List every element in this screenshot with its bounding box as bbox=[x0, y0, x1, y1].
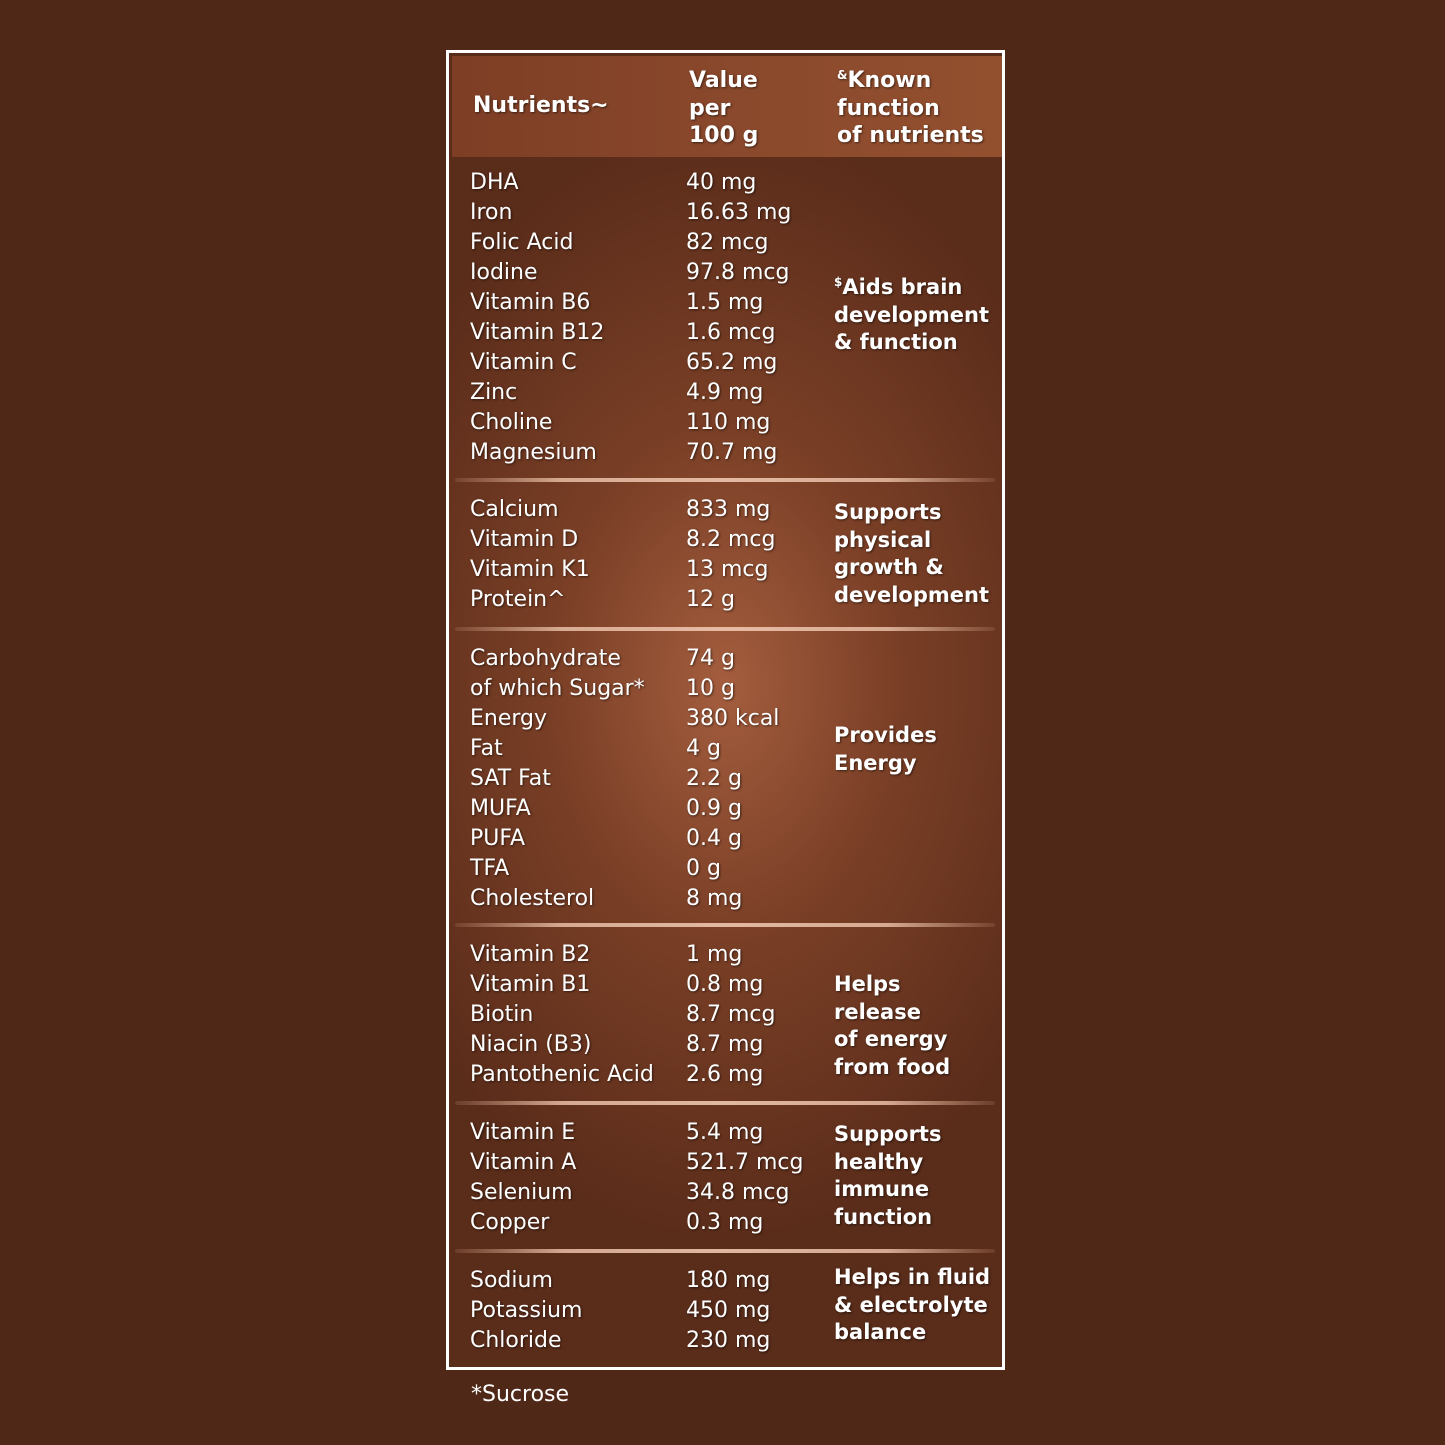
nutrient-name: MUFA bbox=[470, 796, 531, 821]
function-text: Provides Energy bbox=[834, 723, 937, 775]
nutrient-value: 8.7 mg bbox=[686, 1032, 764, 1057]
nutrient-value: 1 mg bbox=[686, 942, 743, 967]
nutrient-value: 65.2 mg bbox=[686, 350, 778, 375]
nutrient-name: Vitamin B1 bbox=[470, 972, 591, 997]
nutrient-name: Calcium bbox=[470, 497, 559, 522]
nutrient-function bbox=[834, 722, 994, 777]
nutrient-function bbox=[834, 971, 994, 1081]
nutrient-value: 4.9 mg bbox=[686, 380, 764, 405]
nutrient-value: 450 mg bbox=[686, 1298, 771, 1323]
nutrient-name: Sodium bbox=[470, 1268, 553, 1293]
nutrient-name: Protein^ bbox=[470, 587, 566, 612]
nutrient-name: Vitamin K1 bbox=[470, 557, 590, 582]
nutrient-name: Copper bbox=[470, 1210, 550, 1235]
nutrient-name: Pantothenic Acid bbox=[470, 1062, 654, 1087]
nutrient-name: PUFA bbox=[470, 826, 526, 851]
nutrient-name: Vitamin D bbox=[470, 527, 579, 552]
nutrient-value: 110 mg bbox=[686, 410, 771, 435]
nutrient-function bbox=[834, 499, 994, 609]
nutrient-names bbox=[470, 495, 590, 615]
header-function bbox=[837, 67, 984, 150]
nutrient-name: Niacin (B3) bbox=[470, 1032, 592, 1057]
nutrition-table bbox=[446, 50, 1005, 1370]
nutrient-name: Vitamin B12 bbox=[470, 320, 605, 345]
group-divider bbox=[455, 923, 995, 927]
function-text: Supports healthy immune function bbox=[834, 1122, 942, 1229]
group-divider bbox=[455, 1101, 995, 1105]
nutrient-value: 70.7 mg bbox=[686, 440, 778, 465]
nutrient-value: 13 mcg bbox=[686, 557, 769, 582]
nutrient-name: Potassium bbox=[470, 1298, 583, 1323]
nutrient-function bbox=[834, 274, 994, 357]
nutrient-values bbox=[686, 940, 775, 1090]
nutrient-name: Biotin bbox=[470, 1002, 534, 1027]
nutrient-name: Iron bbox=[470, 200, 513, 225]
nutrient-values bbox=[686, 1266, 770, 1356]
nutrient-name: Folic Acid bbox=[470, 230, 574, 255]
nutrient-value: 521.7 mcg bbox=[686, 1150, 804, 1175]
header-function-mark: & bbox=[837, 68, 848, 82]
header-function-text: Known function of nutrients bbox=[837, 68, 984, 148]
nutrient-value: 0.8 mg bbox=[686, 972, 764, 997]
nutrient-name: of which Sugar* bbox=[470, 676, 645, 701]
nutrient-name: Fat bbox=[470, 736, 503, 761]
footnote: *Sucrose bbox=[471, 1382, 570, 1407]
nutrient-value: 8.7 mcg bbox=[686, 1002, 776, 1027]
function-text: Supports physical growth & development bbox=[834, 500, 989, 607]
nutrient-value: 2.2 g bbox=[686, 766, 742, 791]
nutrient-names bbox=[470, 1118, 576, 1238]
nutrient-name: Magnesium bbox=[470, 440, 597, 465]
nutrient-value: 0.4 g bbox=[686, 826, 742, 851]
group-divider bbox=[455, 627, 995, 631]
function-text: Helps release of energy from food bbox=[834, 972, 951, 1079]
nutrient-names bbox=[470, 940, 654, 1090]
nutrient-value: 97.8 mcg bbox=[686, 260, 790, 285]
nutrient-names bbox=[470, 1266, 582, 1356]
nutrient-value: 40 mg bbox=[686, 170, 757, 195]
nutrient-function bbox=[834, 1121, 994, 1231]
nutrient-name: Chloride bbox=[470, 1328, 562, 1353]
nutrient-value: 12 g bbox=[686, 587, 735, 612]
nutrient-name: Vitamin A bbox=[470, 1150, 577, 1175]
group-divider bbox=[455, 478, 995, 482]
nutrient-value: 4 g bbox=[686, 736, 721, 761]
header-nutrients: Nutrients~ bbox=[473, 93, 609, 118]
nutrient-value: 1.5 mg bbox=[686, 290, 764, 315]
nutrient-value: 0.9 g bbox=[686, 796, 742, 821]
nutrient-name: Selenium bbox=[470, 1180, 573, 1205]
nutrient-value: 180 mg bbox=[686, 1268, 771, 1293]
nutrient-value: 0.3 mg bbox=[686, 1210, 764, 1235]
nutrient-name: TFA bbox=[470, 856, 510, 881]
nutrient-name: Vitamin C bbox=[470, 350, 577, 375]
nutrient-name: Vitamin B6 bbox=[470, 290, 591, 315]
table-header bbox=[452, 56, 1002, 157]
header-value: Value per 100 g bbox=[689, 68, 759, 148]
nutrient-name: Iodine bbox=[470, 260, 538, 285]
nutrient-names bbox=[470, 168, 604, 468]
nutrient-value: 74 g bbox=[686, 646, 735, 671]
nutrient-value: 1.6 mcg bbox=[686, 320, 776, 345]
nutrient-name: DHA bbox=[470, 170, 519, 195]
nutrient-value: 10 g bbox=[686, 676, 735, 701]
nutrient-name: Zinc bbox=[470, 380, 518, 405]
nutrient-value: 8 mg bbox=[686, 886, 743, 911]
nutrient-value: 5.4 mg bbox=[686, 1120, 764, 1145]
nutrient-values bbox=[686, 1118, 803, 1238]
nutrient-values bbox=[686, 495, 775, 615]
nutrient-value: 2.6 mg bbox=[686, 1062, 764, 1087]
nutrient-value: 833 mg bbox=[686, 497, 771, 522]
nutrient-name: Choline bbox=[470, 410, 553, 435]
nutrient-name: Energy bbox=[470, 706, 548, 731]
nutrient-names bbox=[470, 644, 645, 914]
nutrient-value: 380 kcal bbox=[686, 706, 780, 731]
function-mark: $ bbox=[834, 275, 843, 289]
nutrient-value: 8.2 mcg bbox=[686, 527, 776, 552]
nutrient-value: 16.63 mg bbox=[686, 200, 792, 225]
nutrient-value: 82 mcg bbox=[686, 230, 769, 255]
nutrient-value: 230 mg bbox=[686, 1328, 771, 1353]
nutrient-value: 34.8 mcg bbox=[686, 1180, 790, 1205]
group-divider bbox=[455, 1249, 995, 1253]
nutrient-name: Cholesterol bbox=[470, 886, 595, 911]
nutrient-values bbox=[686, 168, 791, 468]
nutrient-values bbox=[686, 644, 779, 914]
function-text: Aids brain development & function bbox=[834, 275, 989, 354]
nutrient-name: Vitamin E bbox=[470, 1120, 576, 1145]
function-text: Helps in fluid & electrolyte balance bbox=[834, 1265, 991, 1344]
nutrient-value: 0 g bbox=[686, 856, 721, 881]
nutrient-function bbox=[834, 1264, 994, 1347]
nutrient-name: Carbohydrate bbox=[470, 646, 621, 671]
nutrient-name: SAT Fat bbox=[470, 766, 551, 791]
nutrient-name: Vitamin B2 bbox=[470, 942, 591, 967]
